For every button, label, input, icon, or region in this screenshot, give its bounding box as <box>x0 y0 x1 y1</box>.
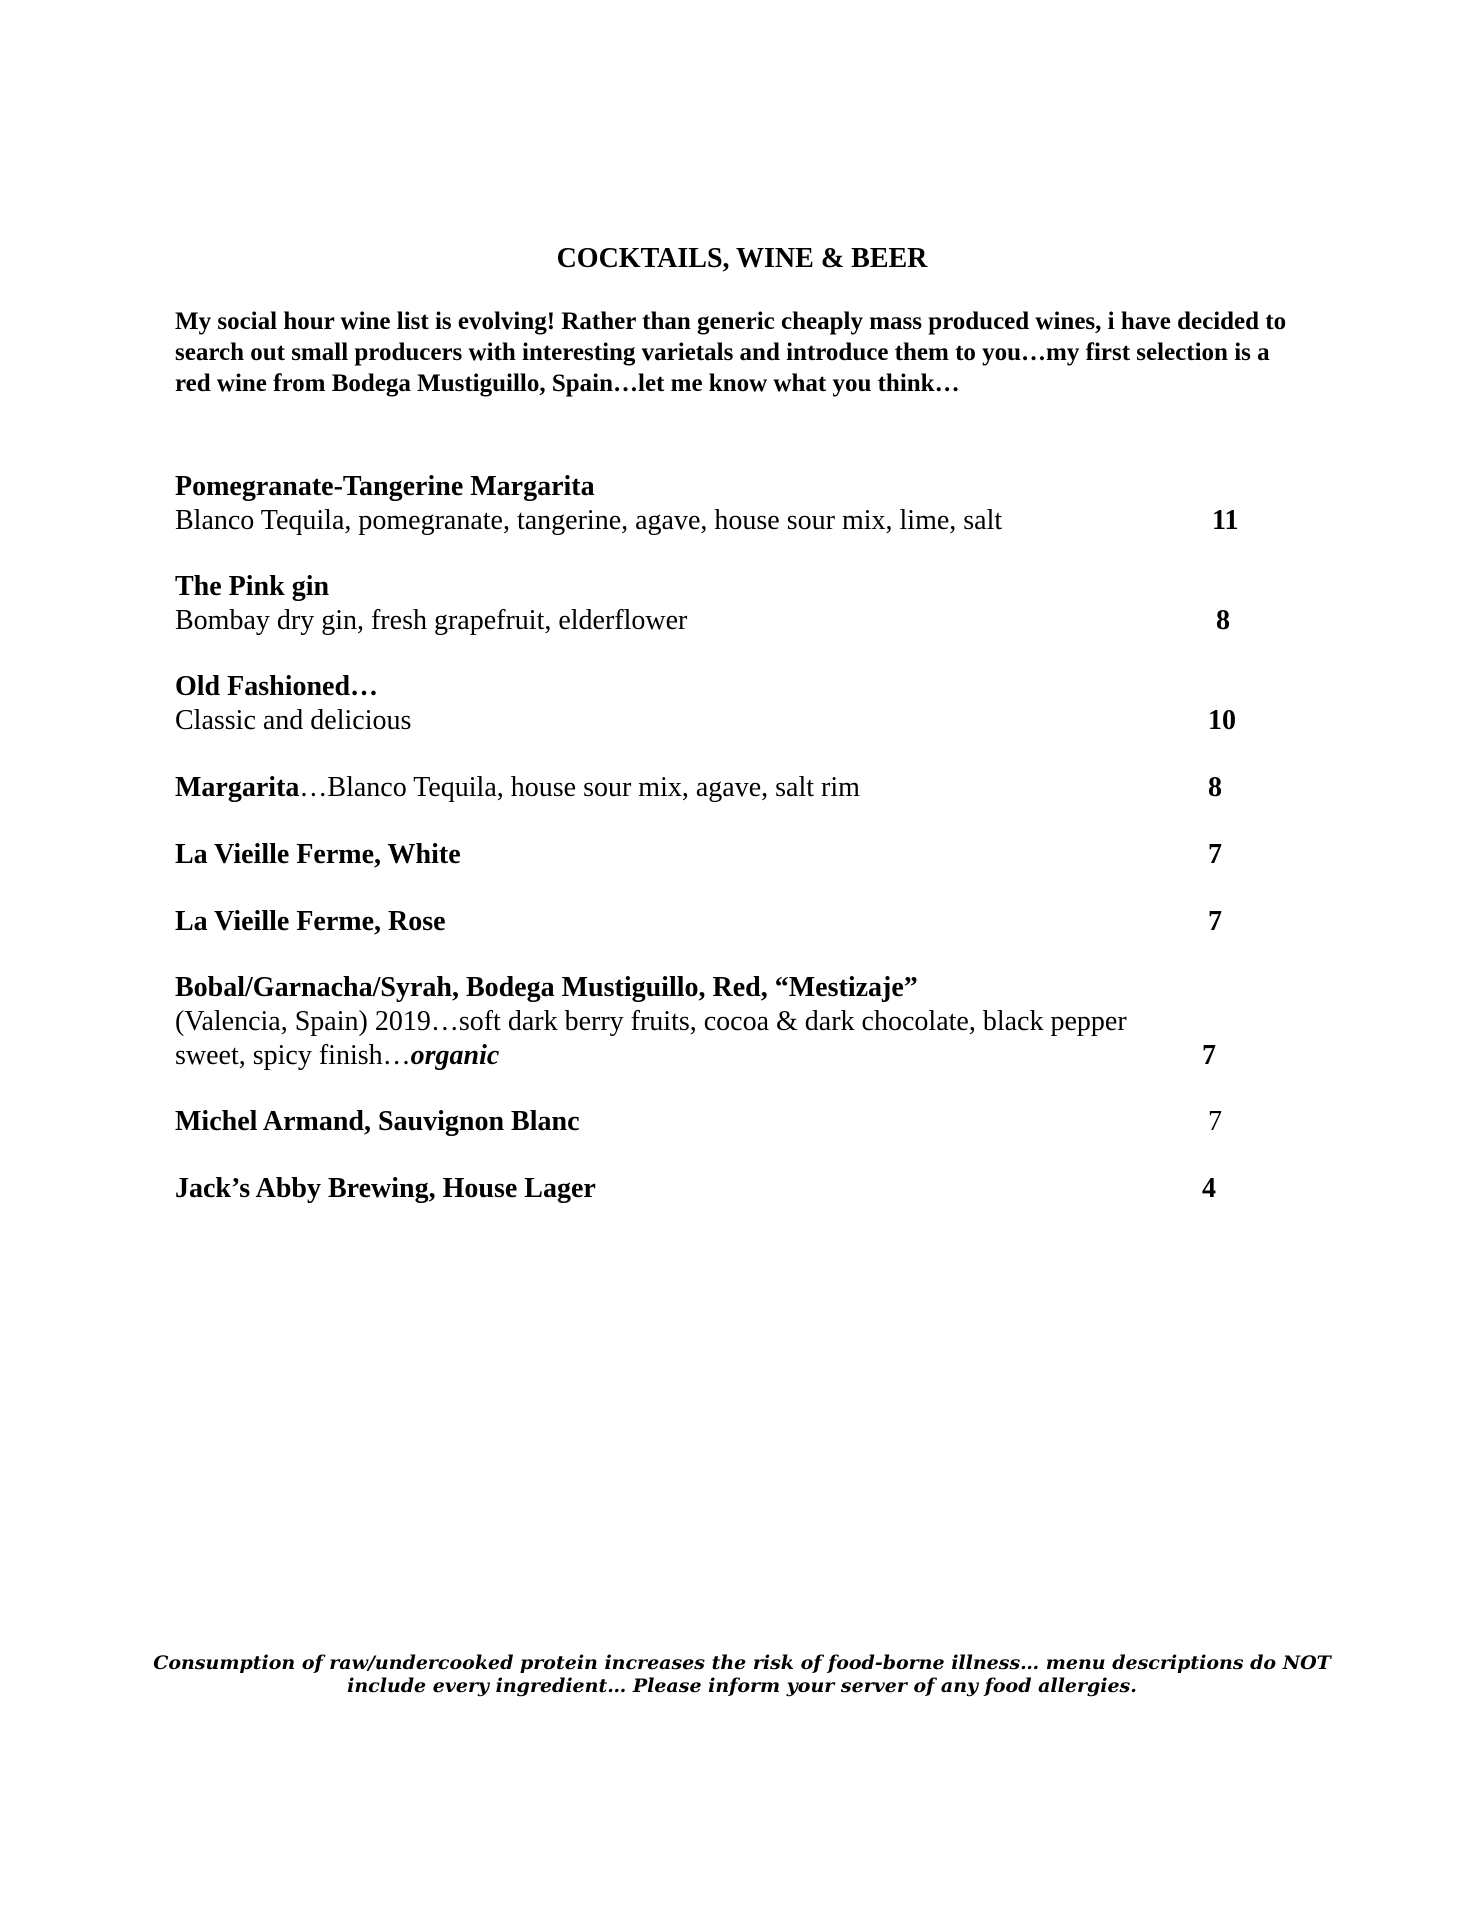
item-name: La Vieille Ferme, Rose <box>175 906 446 937</box>
item-description: (Valencia, Spain) 2019…soft dark berry fruits, cocoa & dark chocolate, black pepper <box>175 1006 1127 1037</box>
item-name: Old Fashioned… <box>175 671 379 702</box>
item-description: Classic and delicious <box>175 705 412 736</box>
menu-item-jacks-abby <box>175 1172 1275 1206</box>
item-price: 10 <box>1208 705 1236 736</box>
item-description-continued <box>175 1039 1275 1073</box>
item-price: 7 <box>1208 906 1222 937</box>
item-price: 4 <box>1202 1173 1216 1204</box>
item-name: La Vieille Ferme, White <box>175 839 461 870</box>
item-price: 7 <box>1202 1040 1216 1071</box>
item-description-text: sweet, spicy finish… <box>175 1040 411 1071</box>
item-description: …Blanco Tequila, house sour mix, agave, salt rim <box>299 772 860 803</box>
menu-item-pink-gin <box>175 570 1275 638</box>
item-description: Blanco Tequila, pomegranate, tangerine, agave, house sour mix, lime, salt <box>175 505 1003 536</box>
item-name: Jack’s Abby Brewing, House Lager <box>175 1173 596 1204</box>
item-name: Bobal/Garnacha/Syrah, Bodega Mustiguillo, Red, “Mestizaje” <box>175 972 918 1003</box>
item-price: 7 <box>1208 839 1222 870</box>
menu-title: COCKTAILS, WINE & BEER <box>556 243 928 274</box>
menu-item-mestizaje <box>175 971 1275 1073</box>
item-price: 11 <box>1212 505 1239 536</box>
item-name: Margarita <box>175 772 300 803</box>
menu-item-vieille-ferme-white <box>175 838 1275 872</box>
intro-paragraph: My social hour wine list is evolving! Rather than generic cheaply mass produced wines, i have decided to search out small producers with interesting varietals and introduce them to you…my first selection is a red wine from Bodega Mustiguillo, Spain…let me know what you think… <box>175 308 1287 397</box>
menu-item-michel-armand <box>175 1105 1275 1139</box>
disclaimer-line-2: include every ingredient… Please inform your server of any food allergies. <box>347 1675 1137 1697</box>
item-description: Bombay dry gin, fresh grapefruit, elderflower <box>175 605 688 636</box>
menu-item-vieille-ferme-rose <box>175 905 1275 939</box>
item-name: The Pink gin <box>175 571 330 602</box>
menu-item-old-fashioned <box>175 670 1275 738</box>
menu-item-pomegranate-margarita <box>175 470 1275 538</box>
organic-label: organic <box>410 1040 500 1071</box>
item-price: 8 <box>1208 772 1222 803</box>
item-name: Pomegranate-Tangerine Margarita <box>175 471 595 502</box>
item-price: 8 <box>1216 605 1230 636</box>
item-name: Michel Armand, Sauvignon Blanc <box>175 1106 580 1137</box>
item-price: 7 <box>1208 1106 1222 1137</box>
disclaimer-line-1: Consumption of raw/undercooked protein increases the risk of food-borne illness… menu descriptions do NOT <box>153 1652 1331 1674</box>
menu-item-margarita <box>175 771 1275 805</box>
allergy-disclaimer <box>0 1652 1484 1698</box>
